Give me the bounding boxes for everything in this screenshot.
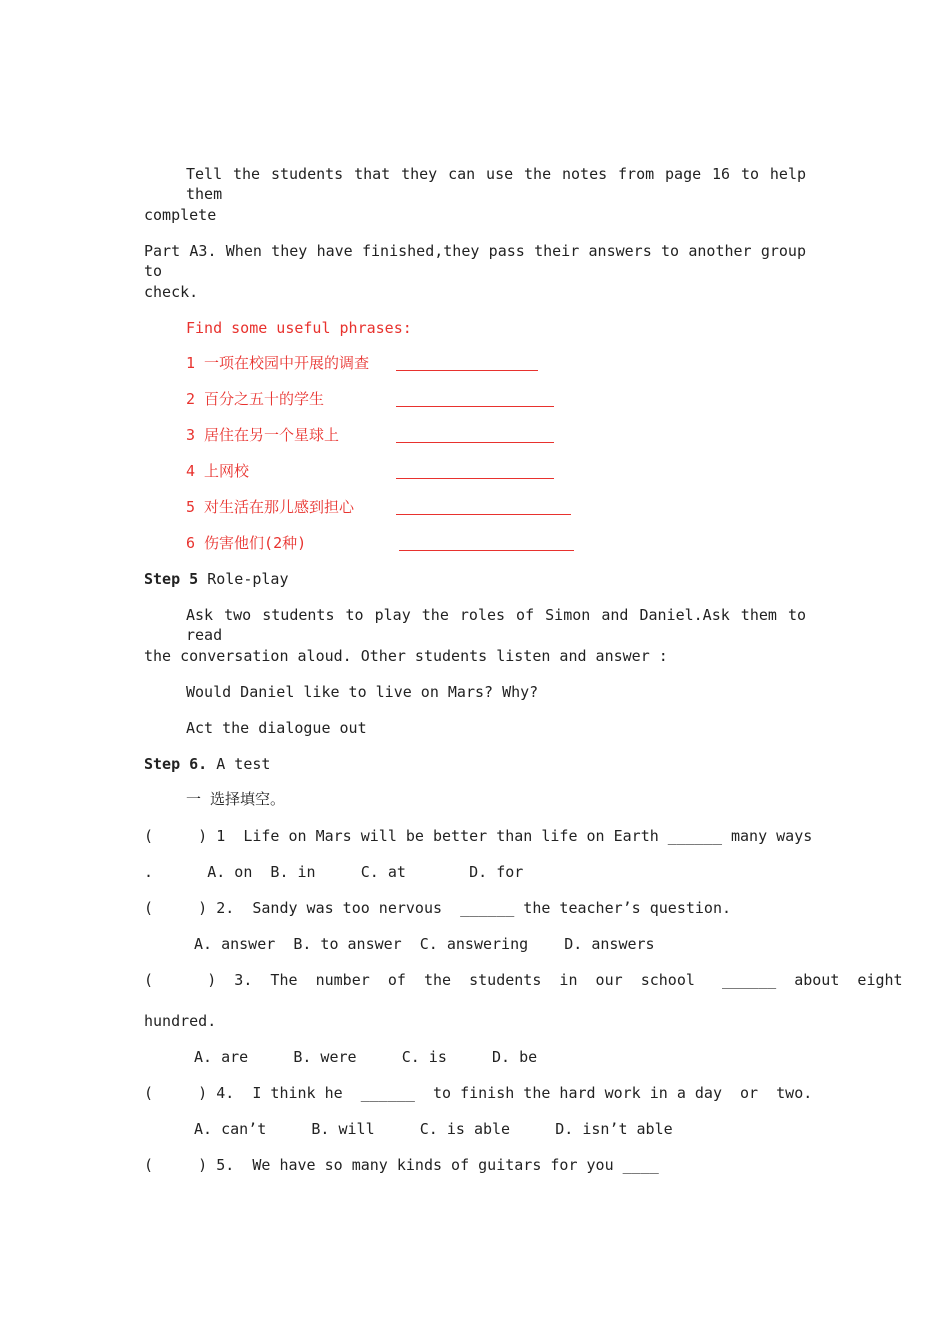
question-4-options: A. can’t B. will C. is able D. isn’t able	[194, 1120, 673, 1138]
answer-blank-6	[399, 550, 574, 551]
step6-heading	[144, 754, 270, 774]
question-3-options: A. are B. were C. is D. be	[194, 1048, 538, 1066]
question-1-options: . A. on B. in C. at D. for	[144, 863, 524, 881]
question-3-continued: hundred.	[144, 1012, 217, 1030]
step5-line-1: Ask two students to play the roles of Simon and Daniel.Ask them to read	[186, 606, 806, 644]
step5-title: Role-play	[198, 570, 289, 588]
phrase-item-1: 1 一项在校园中开展的调查	[186, 354, 370, 372]
answer-blank-2	[396, 406, 554, 407]
step5-line-2: the conversation aloud. Other students listen and answer :	[144, 647, 668, 665]
step5-line-4: Act the dialogue out	[186, 719, 367, 737]
answer-blank-3	[396, 442, 554, 443]
phrase-item-3: 3 居住在另一个星球上	[186, 426, 340, 444]
question-2: ( ) 2. Sandy was too nervous ______ the teacher’s question.	[144, 899, 731, 917]
answer-blank-5	[396, 514, 571, 515]
step5-label: Step 5	[144, 570, 199, 588]
phrase-item-4: 4 上网校	[186, 462, 250, 480]
step6-section: 一 选择填空。	[186, 790, 286, 808]
question-3: ( ) 3. The number of the students in our school ______ about eight	[144, 971, 903, 989]
question-2-options: A. answer B. to answer C. answering D. answers	[194, 935, 655, 953]
phrase-item-6: 6 伤害他们(2种)	[186, 534, 307, 552]
answer-blank-4	[396, 478, 554, 479]
step6-label: Step 6.	[144, 755, 208, 773]
intro-line-4: check.	[144, 283, 199, 301]
step5-heading	[144, 569, 289, 589]
question-1: ( ) 1 Life on Mars will be better than life on Earth ______ many ways	[144, 827, 813, 845]
phrase-item-2: 2 百分之五十的学生	[186, 390, 325, 408]
question-5: ( ) 5. We have so many kinds of guitars for you ____	[144, 1156, 659, 1174]
intro-line-1: Tell the students that they can use the notes from page 16 to help them	[186, 165, 806, 203]
phrase-item-5: 5 对生活在那儿感到担心	[186, 498, 355, 516]
intro-line-3: Part A3. When they have finished,they pass their answers to another group to	[144, 242, 806, 280]
question-4: ( ) 4. I think he ______ to finish the hard work in a day or two.	[144, 1084, 813, 1102]
step5-line-3: Would Daniel like to live on Mars? Why?	[186, 683, 539, 701]
answer-blank-1	[396, 370, 538, 371]
phrases-heading: Find some useful phrases:	[186, 319, 412, 337]
intro-line-2: complete	[144, 206, 217, 224]
step6-title: A test	[207, 755, 271, 773]
